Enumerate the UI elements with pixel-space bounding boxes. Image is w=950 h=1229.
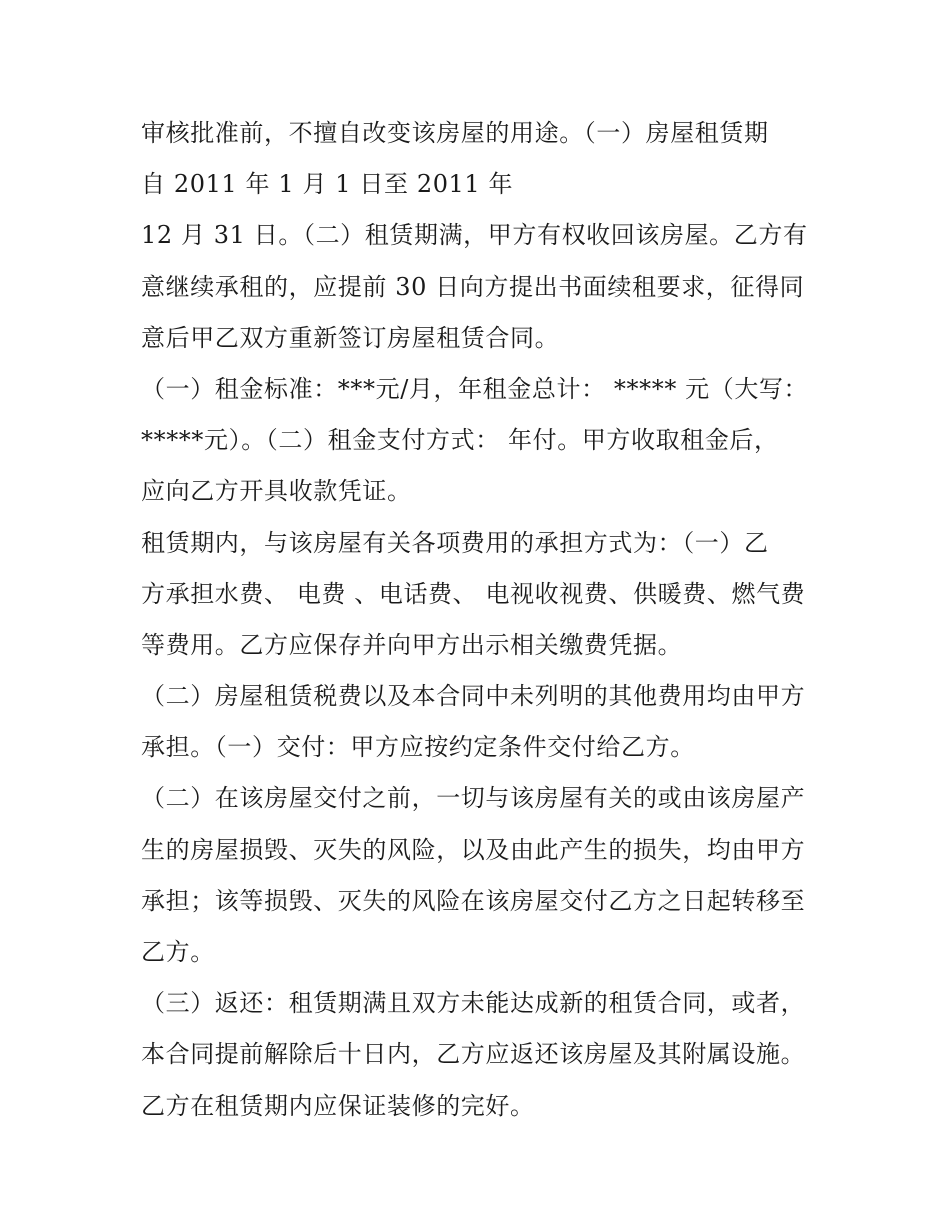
text-line: 等费用。乙方应保存并向甲方出示相关缴费凭据。	[141, 630, 683, 659]
text-line: 方承担水费、 电费 、电话费、 电视收视费、供暖费、燃气费	[141, 579, 806, 608]
text-line: （二）房屋租赁税费以及本合同中未列明的其他费用均由甲方	[141, 682, 806, 711]
text-line: 意继续承租的，应提前 30 日向方提出书面续租要求，征得同	[141, 272, 805, 301]
text-line: （三）返还：租赁期满且双方未能达成新的租赁合同，或者，	[141, 989, 806, 1018]
text-line: 承担；该等损毁、灭失的风险在该房屋交付乙方之日起转移至	[141, 886, 806, 915]
text-line: 乙方在租赁期内应保证装修的完好。	[141, 1091, 535, 1120]
text-line: 12 月 31 日。（二）租赁期满，甲方有权收回该房屋。乙方有	[141, 221, 808, 250]
text-line: （一）租金标准：***元/月，年租金总计： ***** 元（大写：	[141, 374, 809, 403]
text-line: 应向乙方开具收款凭证。	[141, 477, 412, 506]
text-line: 审核批准前，不擅自改变该房屋的用途。（一）房屋租赁期	[141, 119, 769, 147]
text-line: *****元）。（二）租金支付方式： 年付。甲方收取租金后，	[141, 426, 779, 455]
text-line: （二）在该房屋交付之前，一切与该房屋有关的或由该房屋产	[141, 784, 806, 813]
text-line: 生的房屋损毁、灭失的风险，以及由此产生的损失，均由甲方	[141, 835, 806, 864]
text-line: 乙方。	[141, 938, 215, 966]
text-line: 自 2011 年 1 月 1 日至 2011 年	[141, 170, 514, 199]
text-line: 租赁期内，与该房屋有关各项费用的承担方式为：（一）乙	[141, 528, 769, 557]
contract-text	[141, 108, 821, 1132]
text-line: 承担。（一）交付：甲方应按约定条件交付给乙方。	[141, 733, 695, 762]
text-line: 本合同提前解除后十日内，乙方应返还该房屋及其附属设施。	[141, 1040, 806, 1069]
text-line: 意后甲乙双方重新签订房屋租赁合同。	[141, 323, 560, 352]
